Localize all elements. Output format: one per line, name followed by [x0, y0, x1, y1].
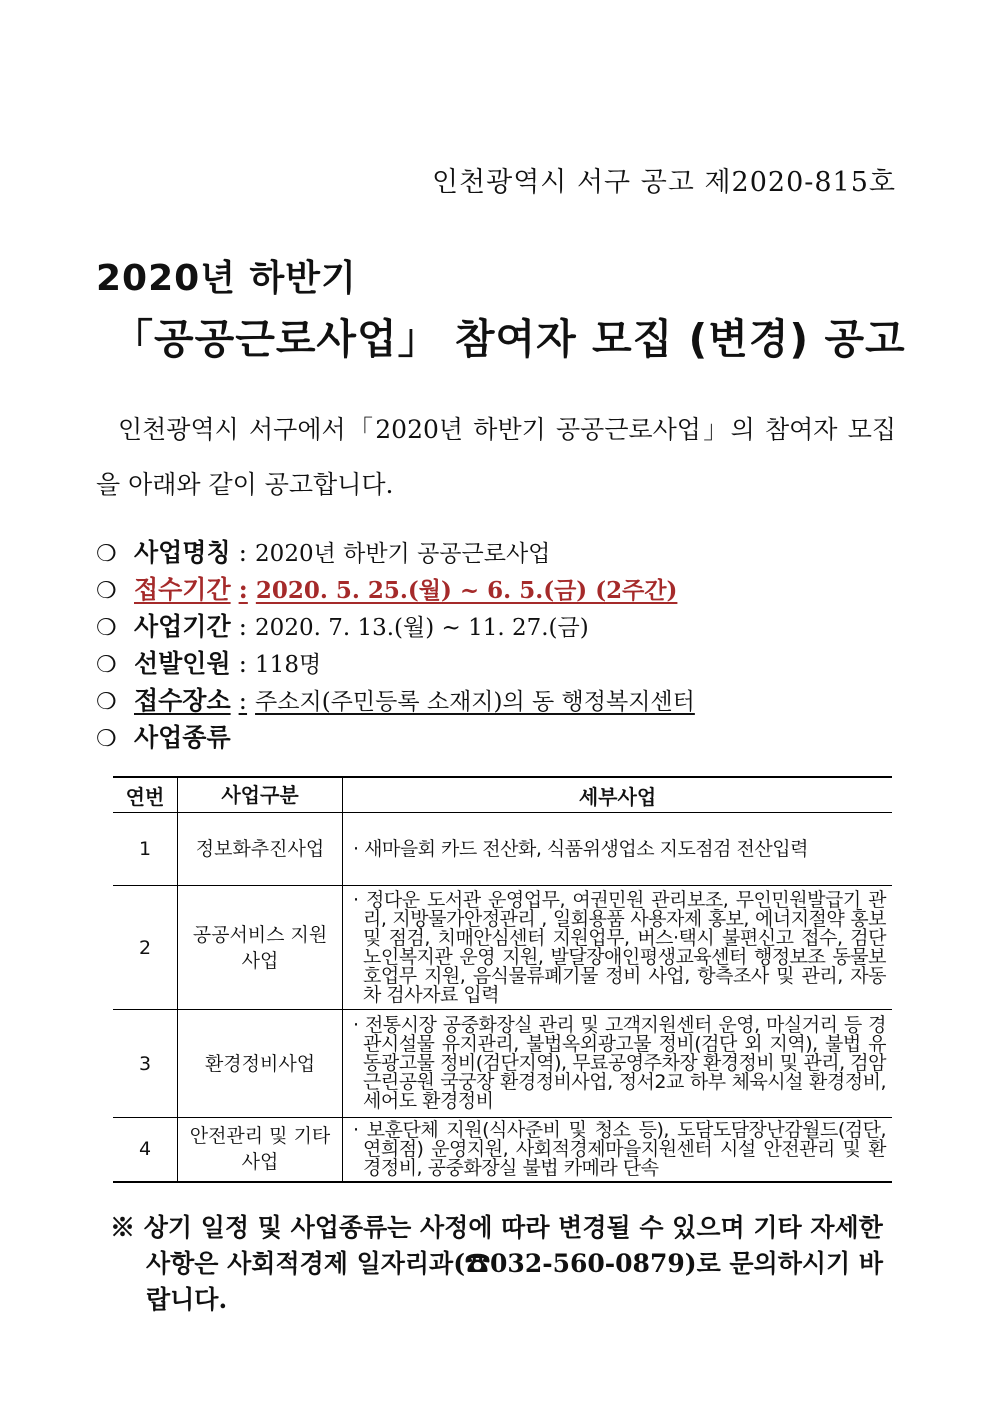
column-header-category: 사업구분 — [178, 777, 343, 813]
column-header-details: 세부사업 — [343, 777, 893, 813]
business-types-table — [113, 776, 892, 1183]
cell-number: 3 — [113, 1010, 178, 1118]
info-value: 2020. 7. 13.(월) ~ 11. 27.(금) — [255, 615, 589, 641]
footnote — [110, 1210, 900, 1318]
cell-number: 2 — [113, 886, 178, 1010]
cell-number: 1 — [113, 813, 178, 886]
table-header-row — [113, 777, 892, 813]
bullet-circle-icon: ❍ — [96, 652, 117, 678]
cell-details — [343, 813, 893, 886]
details-text: · 새마을회 카드 전산화, 식품위생업소 지도점검 전산입력 — [353, 837, 808, 860]
details-text: · 보훈단체 지원(식사준비 및 청소 등), 도담도담장난감월드(검단, 연희점) 운영지원, 사회적경제마을지원센터 시설 안전관리 및 환경정비, 공중화장실 불법 카메라 단속 — [353, 1118, 886, 1179]
info-label: 사업종류 — [134, 723, 231, 752]
cell-details — [343, 1118, 893, 1182]
bullet-circle-icon: ❍ — [96, 578, 117, 604]
info-value: 118명 — [255, 652, 322, 678]
notice-number: 인천광역시 서구 공고 제2020-815호 — [431, 167, 896, 198]
intro-paragraph: 인천광역시 서구에서「2020년 하반기 공공근로사업」의 참여자 모집을 아래와 같이 공고합니다. — [96, 415, 896, 499]
footnote-line1: ※ 상기 일정 및 사업종류는 사정에 따라 변경될 수 있으며 기타 자세한 — [110, 1213, 883, 1242]
info-label: 선발인원 — [134, 649, 231, 678]
cell-category: 환경정비사업 — [178, 1010, 343, 1118]
info-label: 사업명칭 — [134, 538, 231, 567]
info-value: 주소지(주민등록 소재지)의 동 행정복지센터 — [255, 689, 695, 715]
info-item-application-place: ❍ 접수장소 : 주소지(주민등록 소재지)의 동 행정복지센터 — [96, 686, 695, 715]
bullet-circle-icon: ❍ — [96, 689, 117, 715]
info-label: 사업기간 — [134, 612, 231, 641]
cell-category: 안전관리 및 기타사업 — [178, 1118, 343, 1182]
details-text: · 정다운 도서관 운영업무, 여권민원 관리보조, 무인민원발급기 관리, 지방물가안정관리 , 일회용품 사용자제 홍보, 에너지절약 홍보 및 점검, 치매안심센터 지원업무, 버스·택시 불편신고 접수, 검단노인복지관 운영 지원, 발달장애인평생교육센터 행정보조 동물보호업무 지원, 음식물류폐기물 정비 사업, 항측조사 및 관리, 자동차 검사자료 입력 — [353, 888, 886, 1006]
table-row — [113, 1010, 892, 1118]
cell-number: 4 — [113, 1118, 178, 1182]
info-value: 2020. 5. 25.(월) ~ 6. 5.(금) (2주간) — [255, 577, 678, 604]
bullet-circle-icon: ❍ — [96, 541, 117, 567]
title-line1: 2020년 하반기 — [96, 258, 357, 299]
info-label: 접수기간 — [134, 575, 231, 604]
info-item-headcount: ❍ 선발인원 : 118명 — [96, 649, 322, 678]
cell-category: 정보화추진사업 — [178, 813, 343, 886]
cell-details — [343, 886, 893, 1010]
footnote-line2: 사항은 사회적경제 일자리과(☎032-560-0879)로 문의하시기 바랍니다. — [146, 1249, 884, 1314]
info-item-business-types — [96, 718, 916, 755]
cell-details — [343, 1010, 893, 1118]
page-title: 「공공근로사업」 참여자 모집 (변경) 공고 — [112, 315, 906, 363]
info-value: 2020년 하반기 공공근로사업 — [255, 541, 551, 567]
info-item-business-period: ❍ 사업기간 : 2020. 7. 13.(월) ~ 11. 27.(금) — [96, 612, 589, 641]
table-row — [113, 886, 892, 1010]
info-item-application-period: ❍ 접수기간 : 2020. 5. 25.(월) ~ 6. 5.(금) (2주간) — [96, 575, 678, 604]
info-label: 접수장소 — [134, 686, 231, 715]
table-row — [113, 1118, 892, 1182]
details-text: · 전통시장 공중화장실 관리 및 고객지원센터 운영, 마실거리 등 경관시설물 유지관리, 불법옥외광고물 정비(검단 외 지역), 불법 유동광고물 정비(검단지역), 무료공영주차장 환경정비 및 관리, 검암 근린공원 국궁장 환경정비사업, 정서2교 하부 체육시설 환경정비, 세어도 환경정비 — [353, 1014, 886, 1112]
table-row — [113, 813, 892, 886]
info-list — [96, 533, 916, 755]
cell-category: 공공서비스 지원사업 — [178, 886, 343, 1010]
info-item-business-name: ❍ 사업명칭 : 2020년 하반기 공공근로사업 — [96, 538, 551, 567]
bullet-circle-icon: ❍ — [96, 615, 117, 641]
bullet-circle-icon: ❍ — [96, 726, 117, 752]
column-header-number: 연번 — [113, 777, 178, 813]
